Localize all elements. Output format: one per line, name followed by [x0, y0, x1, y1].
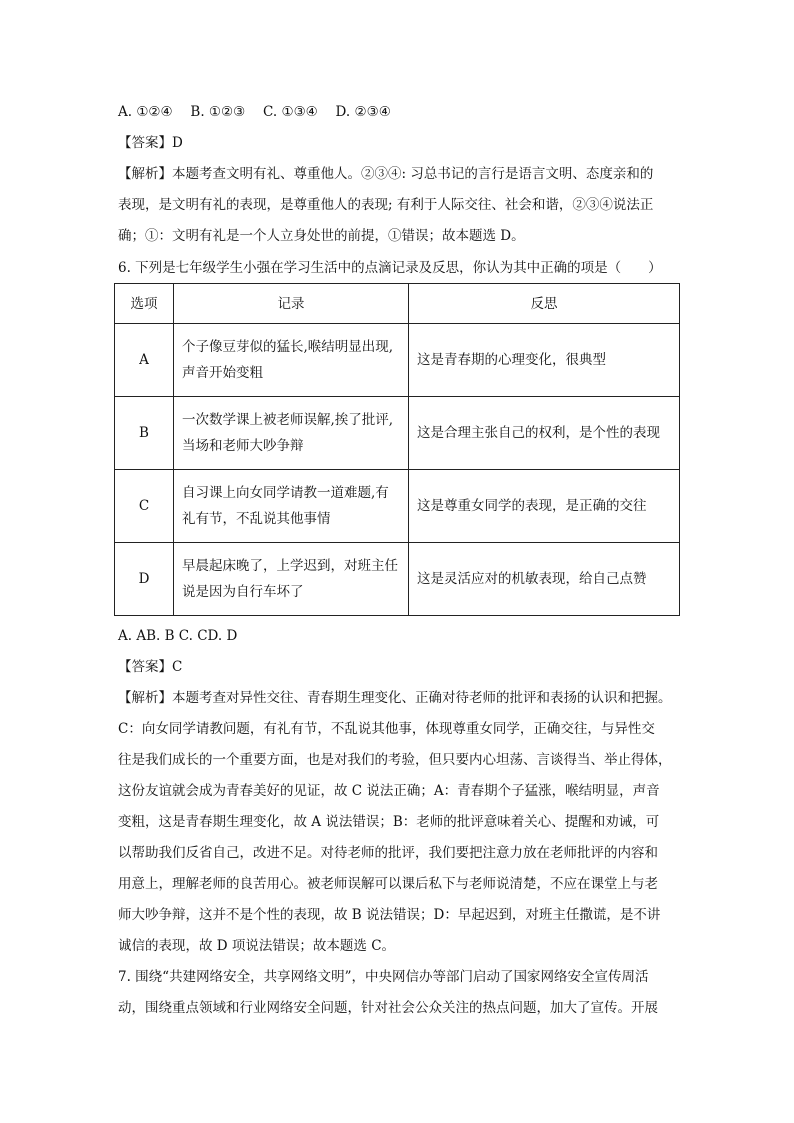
- row-option: D: [115, 543, 174, 616]
- q6-options: A. AB. B C. CD. D: [118, 628, 238, 644]
- header-reflection: 反思: [409, 284, 680, 324]
- record-line: 一次数学课上被老师误解,挨了批评,: [182, 412, 394, 428]
- q6-analysis-line-3: 往是我们成长的一个重要方面，也是对我们的考验，但只要内心坦荡、言谈得当、举止得体，: [118, 752, 672, 768]
- row-option: B: [115, 397, 174, 470]
- row-record: [174, 397, 409, 470]
- row-record: [174, 324, 409, 397]
- row-reflection: 这是合理主张自己的权利，是个性的表现: [409, 397, 680, 470]
- table-row: [115, 470, 680, 543]
- q5-answer: 【答案】D: [118, 135, 183, 151]
- q6-analysis-line-9: 诚信的表现，故 D 项说法错误；故本题选 C。: [118, 938, 396, 954]
- row-record: [174, 470, 409, 543]
- q6-analysis-line-2: C：向女同学请教问题，有礼有节，不乱说其他事，体现尊重女同学，正确交往，与异性交: [118, 721, 655, 737]
- q5-analysis-line-3: 确；①：文明有礼是一个人立身处世的前提，①错误；故本题选 D。: [118, 228, 525, 244]
- header-option: 选项: [115, 284, 174, 324]
- table-row: [115, 324, 680, 397]
- q6-answer: 【答案】C: [118, 659, 183, 675]
- q5-analysis-line-2: 表现，是文明有礼的表现，是尊重他人的表现; 有利于人际交往、社会和谐，②③④说法正: [118, 197, 654, 213]
- q5-options: A. ①②④ B. ①②③ C. ①③④ D. ②③④: [118, 104, 391, 120]
- q7-line-2: 动，围绕重点领域和行业网络安全问题，针对社会公众关注的热点问题，加大了宣传。开展: [118, 1000, 658, 1016]
- q6-table: [114, 283, 680, 616]
- record-line: 自习课上向女同学请教一道难题,有: [182, 485, 389, 501]
- q6-analysis-line-5: 变粗，这是青春期生理变化，故 A 说法错误；B：老师的批评意味着关心、提醒和劝诫，可: [118, 814, 660, 830]
- q5-analysis-line-1: 【解析】本题考查文明有礼、尊重他人。②③④: 习总书记的言行是语言文明、态度亲和的: [118, 166, 654, 182]
- q6-analysis-line-8: 师大吵争辩，这并不是个性的表现，故 B 说法错误；D：早起迟到，对班主任撒谎，是不讲: [118, 907, 661, 923]
- record-line: 说是因为自行车坏了: [182, 584, 304, 600]
- record-line: 个子像豆芽似的猛长,喉结明显出现,: [182, 339, 394, 355]
- q6-analysis-line-6: 以帮助我们反省自己，改进不足。对待老师的批评，我们要把注意力放在老师批评的内容和: [118, 845, 658, 861]
- q6-analysis-line-1: 【解析】本题考查对异性交往、青春期生理变化、正确对待老师的批评和表扬的认识和把握。: [118, 690, 672, 706]
- row-reflection: 这是尊重女同学的表现，是正确的交往: [409, 470, 680, 543]
- row-reflection: 这是青春期的心理变化，很典型: [409, 324, 680, 397]
- row-record: [174, 543, 409, 616]
- record-line: 礼有节，不乱说其他事情: [182, 511, 331, 527]
- table-row: [115, 397, 680, 470]
- q6-analysis-line-4: 这份友谊就会成为青春美好的见证，故 C 说法正确；A：青春期个子猛涨，喉结明显，声音: [118, 783, 660, 799]
- table-row: [115, 543, 680, 616]
- record-line: 早晨起床晚了，上学迟到，对班主任: [182, 558, 398, 574]
- q6-analysis-line-7: 用意上，理解老师的良苦用心。被老师误解可以课后私下与老师说清楚，不应在课堂上与老: [118, 876, 658, 892]
- q6-stem: 6. 下列是七年级学生小强在学习生活中的点滴记录及反思，你认为其中正确的项是（ ）: [118, 260, 662, 276]
- record-line: 当场和老师大吵争辩: [182, 438, 304, 454]
- q7-line-1: 7. 围绕“共建网络安全，共享网络文明”，中央网信办等部门启动了国家网络安全宣传周活: [118, 969, 649, 985]
- row-option: C: [115, 470, 174, 543]
- record-line: 声音开始变粗: [182, 365, 263, 381]
- row-reflection: 这是灵活应对的机敏表现，给自己点赞: [409, 543, 680, 616]
- header-record: 记录: [174, 284, 409, 324]
- table-header-row: [115, 284, 680, 324]
- row-option: A: [115, 324, 174, 397]
